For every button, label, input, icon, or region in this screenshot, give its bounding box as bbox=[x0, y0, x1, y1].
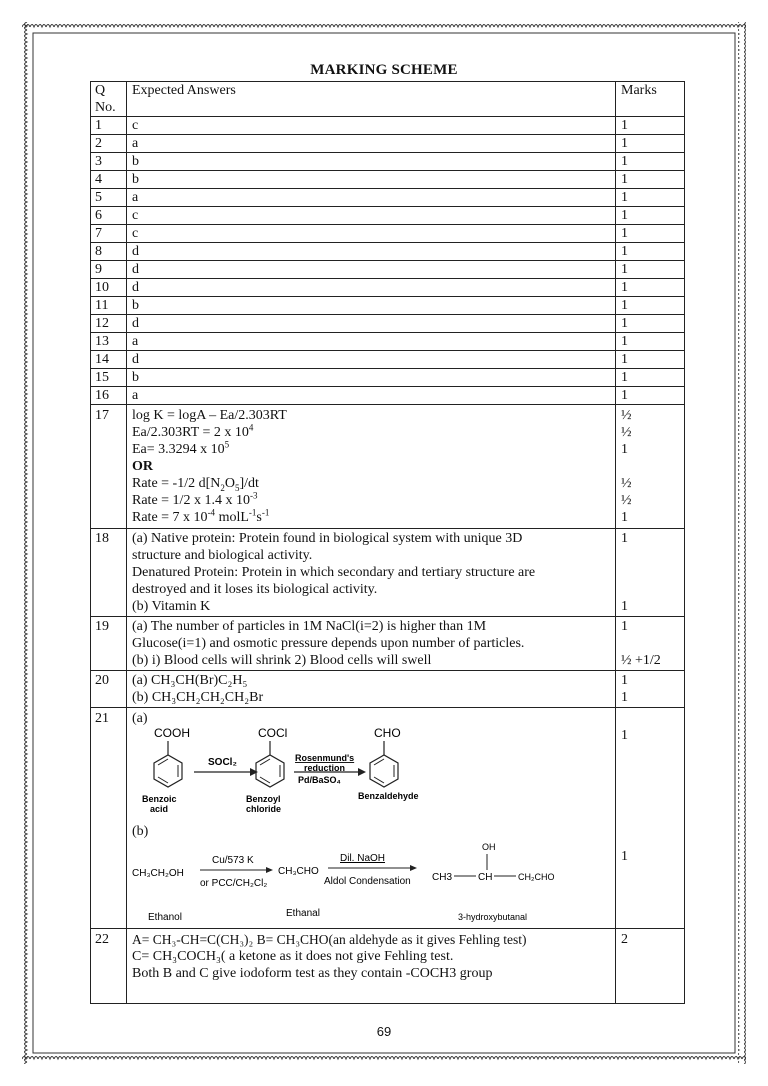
arrow-right-icon bbox=[200, 867, 273, 873]
table-row: 5 a 1 bbox=[91, 189, 685, 207]
table-row: 7 c 1 bbox=[91, 225, 685, 243]
svg-text:Rosenmund's: Rosenmund's bbox=[295, 753, 355, 763]
svg-text:Aldol Condensation: Aldol Condensation bbox=[324, 876, 411, 887]
reaction-scheme-ethanol-to-3-hydroxybutanal bbox=[132, 840, 592, 926]
svg-text:CH3: CH3 bbox=[432, 872, 453, 883]
q21-answer: (a) COOH Benzoic acid SOCl₂ COCl Benzoyl chloride Rosenmund's reduction Pd/BaSO₄ CHO Benzaldehyde (b) CH₃CH₂OH Cu/573 K or PCC/CH₂Cl₂ CH₃CHO Dil. NaOH Aldol Condensation OH CH3 CH CH₂CHO Ethanol Ethanal 3-hydroxybutanal bbox=[127, 708, 616, 929]
q20-answer: (a) CH₃CH(Br)C₂H₅ (b) CH₃CH₂CH₂CH₂Br bbox=[127, 671, 616, 708]
q18-marks: 1 1 bbox=[616, 529, 685, 617]
table-row: 2 a 1 bbox=[91, 135, 685, 153]
header-marks: Marks bbox=[616, 82, 685, 117]
header-expected-answers: Expected Answers bbox=[127, 82, 616, 117]
svg-text:Benzoyl: Benzoyl bbox=[246, 794, 281, 804]
table-row: 13 a 1 bbox=[91, 333, 685, 351]
svg-text:COOH: COOH bbox=[154, 727, 190, 740]
svg-text:Cu/573 K: Cu/573 K bbox=[212, 855, 254, 866]
svg-text:CHO: CHO bbox=[374, 727, 401, 740]
table-row: 10 d 1 bbox=[91, 279, 685, 297]
q17-answer: log K = logA – Ea/2.303RT Ea/2.303RT = 2 x $10^4$ Ea= 3.3294 x $10^5$ OR Rate = -1/2 $d[N_2O_5]/dt$ Rate = 1/2 x 1.4 x $10^{-3}$ Rate = 7 x $10^{-4}$ $molL^{-1}s^{-1}$ bbox=[127, 405, 616, 529]
svg-text:CH₃CH₂OH: CH₃CH₂OH bbox=[132, 868, 184, 879]
table-row: 3 b 1 bbox=[91, 153, 685, 171]
q17-marks: ½ ½ 1 ½ ½ 1 bbox=[616, 405, 685, 529]
marking-scheme-table bbox=[90, 81, 685, 1004]
q20-marks: 1 1 bbox=[616, 671, 685, 708]
svg-text:CH: CH bbox=[478, 872, 493, 883]
q22-marks: 2 bbox=[616, 929, 685, 1004]
table-row: 14 d 1 bbox=[91, 351, 685, 369]
benzene-ring-benzoic-acid-icon bbox=[154, 741, 182, 787]
table-row: 4 b 1 bbox=[91, 171, 685, 189]
header-q-no: Q No. bbox=[91, 82, 127, 117]
table-row: 15 b 1 bbox=[91, 369, 685, 387]
svg-text:acid: acid bbox=[150, 804, 169, 814]
table-row: 6 c 1 bbox=[91, 207, 685, 225]
svg-text:Pd/BaSO₄: Pd/BaSO₄ bbox=[298, 775, 341, 785]
svg-text:COCl: COCl bbox=[258, 727, 288, 740]
table-row: 12 d 1 bbox=[91, 315, 685, 333]
q21-marks: 1 1 bbox=[616, 708, 685, 929]
svg-text:CH₃CHO: CH₃CHO bbox=[278, 866, 319, 877]
table-row-q18: 18 (a) Native protein: Protein found in biological system with unique 3D structure and biological activity. Denatured Protein: Protein in which secondary and tertiary structure are destroyed and it loses its biological activity. (b) Vitamin K 1 1 bbox=[91, 529, 685, 617]
svg-text:reduction: reduction bbox=[304, 763, 346, 773]
table-row-q21: 21 (a) COOH Benzoic acid SOCl₂ COCl Benzoyl chloride Rosenmund's reduction Pd/BaSO₄ CHO Benzaldehyde (b) CH₃CH₂OH Cu/573 K or PCC/CH₂Cl₂ CH₃CHO Dil. NaOH Aldol Condensation OH CH3 CH CH₂CHO Ethanol Ethanal 3-hydroxybutanal 1 1 bbox=[91, 708, 685, 929]
table-row-q22: 22 A= CH₃-CH=C(CH₃)₂ B= CH₃CHO(an aldehyde as it gives Fehling test) C= CH₃COCH₃( a ketone as it does not give Fehling test. Both B and C give iodoform test as they contain -COCH3 group 2 bbox=[91, 929, 685, 1004]
svg-text:Benzaldehyde: Benzaldehyde bbox=[358, 791, 419, 801]
svg-text:Ethanol: Ethanol bbox=[148, 912, 182, 923]
arrow-right-icon bbox=[328, 865, 417, 871]
benzene-ring-benzaldehyde-icon bbox=[370, 741, 398, 787]
page-number: 69 bbox=[376, 1024, 392, 1039]
q19-answer: (a) The number of particles in 1M NaCl(i=2) is higher than 1M Glucose(i=1) and osmotic pressure depends upon number of particles. (b) i) Blood cells will shrink 2) Blood cells will swell bbox=[127, 617, 616, 671]
q18-answer: (a) Native protein: Protein found in biological system with unique 3D structure and biological activity. Denatured Protein: Protein in which secondary and tertiary structure are destroyed and it loses its biological activity. (b) Vitamin K bbox=[127, 529, 616, 617]
table-row-q20: 20 (a) CH₃CH(Br)C₂H₅ (b) CH₃CH₂CH₂CH₂Br 1 1 bbox=[91, 671, 685, 708]
table-row-q19: 19 (a) The number of particles in 1M NaCl(i=2) is higher than 1M Glucose(i=1) and osmotic pressure depends upon number of particles. (b) i) Blood cells will shrink 2) Blood cells will swell 1 ½ +1/2 bbox=[91, 617, 685, 671]
svg-text:3-hydroxybutanal: 3-hydroxybutanal bbox=[458, 912, 528, 922]
svg-text:or PCC/CH₂Cl₂: or PCC/CH₂Cl₂ bbox=[200, 878, 268, 889]
table-row: 9 d 1 bbox=[91, 261, 685, 279]
table-row: 8 d 1 bbox=[91, 243, 685, 261]
table-row-q17: 17 log K = logA – Ea/2.303RT Ea/2.303RT = 2 x $10^4$ Ea= 3.3294 x $10^5$ OR Rate = -1/2 $d[N_2O_5]/dt$ Rate = 1/2 x 1.4 x $10^{-3}$ Rate = 7 x $10^{-4}$ $molL^{-1}s^{-1}$ ½ ½ 1 ½ ½ 1 bbox=[91, 405, 685, 529]
svg-text:OH: OH bbox=[482, 842, 496, 852]
svg-text:CH₂CHO: CH₂CHO bbox=[518, 872, 555, 882]
table-row: 1 c 1 bbox=[91, 117, 685, 135]
benzene-ring-benzoyl-chloride-icon bbox=[256, 741, 284, 787]
q22-answer: A= CH₃-CH=C(CH₃)₂ B= CH₃CHO(an aldehyde as it gives Fehling test) C= CH₃COCH₃( a ketone as it does not give Fehling test. Both B and C give iodoform test as they contain -COCH3 group bbox=[127, 929, 616, 1004]
table-header-row bbox=[91, 82, 685, 117]
svg-text:Dil. NaOH: Dil. NaOH bbox=[340, 853, 386, 864]
q19-marks: 1 ½ +1/2 bbox=[616, 617, 685, 671]
arrow-right-icon bbox=[194, 768, 258, 776]
reaction-scheme-benzoic-acid-to-benzaldehyde bbox=[132, 727, 572, 823]
svg-text:Benzoic: Benzoic bbox=[142, 794, 177, 804]
table-row: 16 a 1 bbox=[91, 387, 685, 405]
page-title: MARKING SCHEME bbox=[310, 62, 458, 78]
svg-text:chloride: chloride bbox=[246, 804, 282, 814]
svg-text:SOCl₂: SOCl₂ bbox=[208, 757, 237, 768]
svg-text:Ethanal: Ethanal bbox=[286, 908, 320, 919]
table-row: 11 b 1 bbox=[91, 297, 685, 315]
